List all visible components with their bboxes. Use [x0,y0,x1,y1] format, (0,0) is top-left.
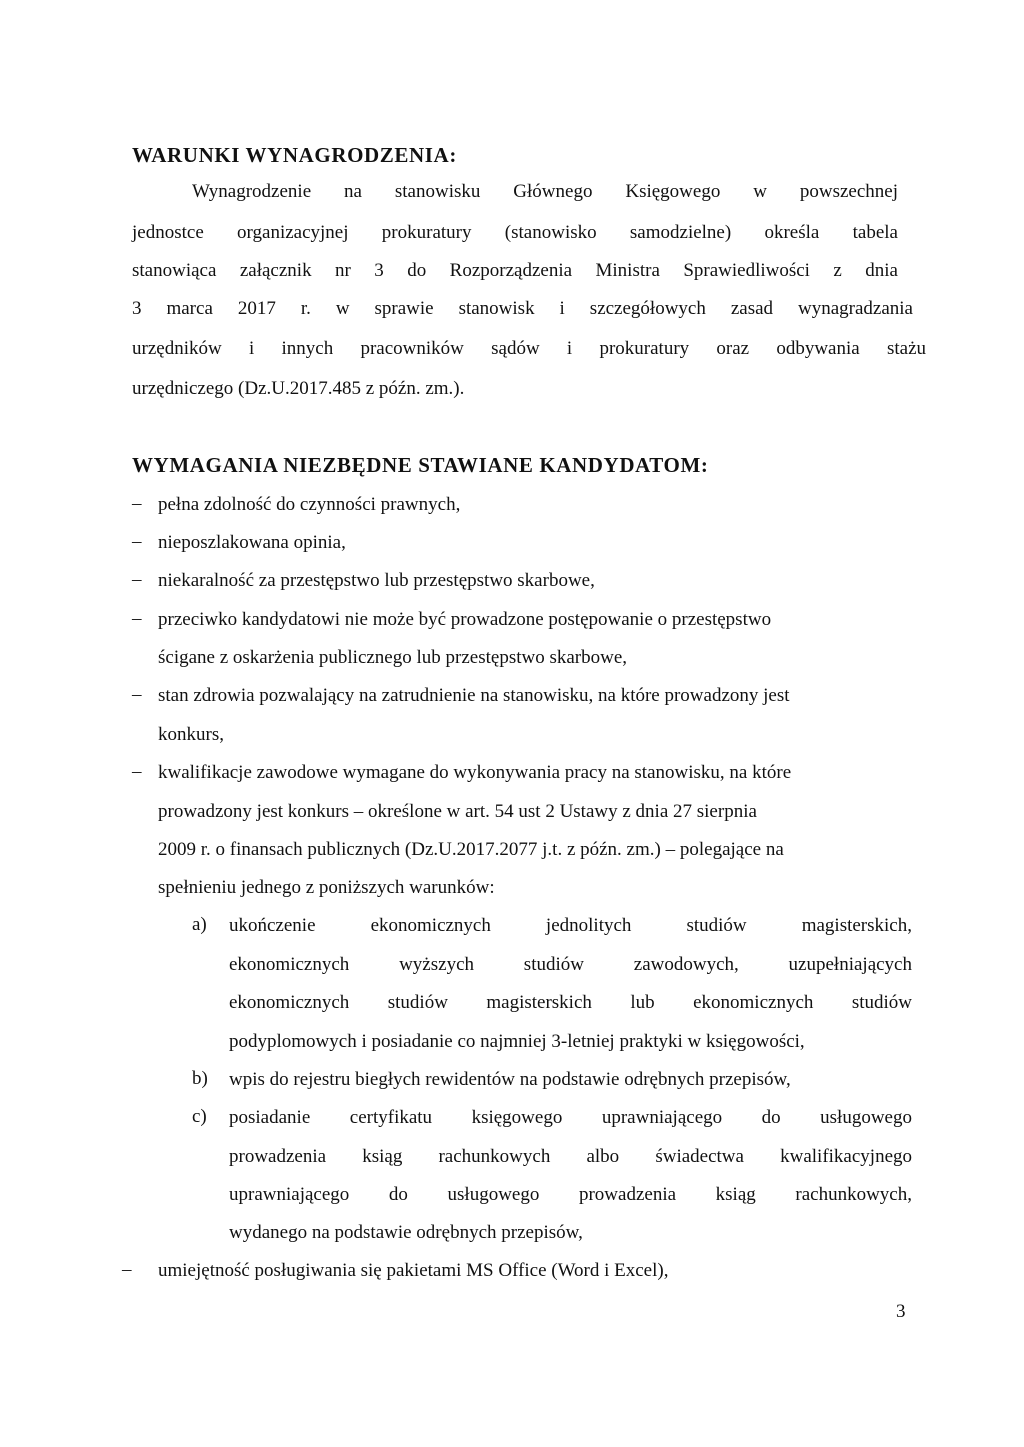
list-item: przeciwko kandydatowi nie może być prowadzone postępowanie o przestępstwo [158,609,772,630]
subitem-line: posiadanie certyfikatu księgowego uprawniającego do usługowego [229,1107,912,1128]
list-item: nieposzlakowana opinia, [158,532,346,553]
subitem-line: wpis do rejestru biegłych rewidentów na podstawie odrębnych przepisów, [229,1069,791,1090]
subitem-line: uprawniającego do usługowego prowadzenia ksiąg rachunkowych, [229,1184,912,1205]
list-dash: – [132,493,142,514]
subitem-line: podyplomowych i posiadanie co najmniej 3-letniej praktyki w księgowości, [229,1031,805,1052]
subitem-line: ekonomicznych wyższych studiów zawodowych, uzupełniających [229,954,912,975]
page-number: 3 [896,1301,906,1322]
list-item: pełna zdolność do czynności prawnych, [158,494,461,515]
section-heading-requirements: WYMAGANIA NIEZBĘDNE STAWIANE KANDYDATOM: [132,453,709,477]
list-item-continuation: konkurs, [158,724,224,745]
subitem-line: prowadzenia ksiąg rachunkowych albo świadectwa kwalifikacyjnego [229,1146,912,1167]
subitem-line: ukończenie ekonomicznych jednolitych studiów magisterskich, [229,915,912,936]
list-item: niekaralność za przestępstwo lub przestępstwo skarbowe, [158,570,595,591]
paragraph-line: stanowiąca załącznik nr 3 do Rozporządzenia Ministra Sprawiedliwości z dnia [132,260,898,281]
paragraph-line: urzędniczego (Dz.U.2017.485 z późn. zm.). [132,378,465,399]
paragraph-line: urzędników i innych pracowników sądów i prokuratury oraz odbywania stażu [132,338,926,359]
list-item-continuation: 2009 r. o finansach publicznych (Dz.U.2017.2077 j.t. z późn. zm.) – polegające na [158,839,784,860]
list-item: kwalifikacje zawodowe wymagane do wykonywania pracy na stanowisku, na które [158,762,792,783]
subitem-marker: c) [192,1106,207,1127]
list-dash: – [132,569,142,590]
list-item-continuation: prowadzony jest konkurs – określone w art. 54 ust 2 Ustawy z dnia 27 sierpnia [158,801,757,822]
subitem-line: wydanego na podstawie odrębnych przepisów, [229,1222,583,1243]
list-item: umiejętność posługiwania się pakietami MS Office (Word i Excel), [158,1260,669,1281]
paragraph-line: 3 marca 2017 r. w sprawie stanowisk i szczegółowych zasad wynagradzania [132,298,913,319]
subitem-marker: a) [192,914,207,935]
list-dash: – [132,684,142,705]
list-dash: – [132,608,142,629]
subitem-line: ekonomicznych studiów magisterskich lub ekonomicznych studiów [229,992,912,1013]
list-item-continuation: spełnieniu jednego z poniższych warunków: [158,877,495,898]
subitem-marker: b) [192,1068,208,1089]
list-item: stan zdrowia pozwalający na zatrudnienie na stanowisku, na które prowadzony jest [158,685,790,706]
list-dash: – [132,531,142,552]
paragraph-line: Wynagrodzenie na stanowisku Głównego Księgowego w powszechnej [192,181,898,202]
list-dash: – [122,1259,132,1280]
list-dash: – [132,761,142,782]
list-item-continuation: ścigane z oskarżenia publicznego lub przestępstwo skarbowe, [158,647,628,668]
section-heading-salary: WARUNKI WYNAGRODZENIA: [132,143,457,167]
paragraph-line: jednostce organizacyjnej prokuratury (stanowisko samodzielne) określa tabela [132,222,898,243]
